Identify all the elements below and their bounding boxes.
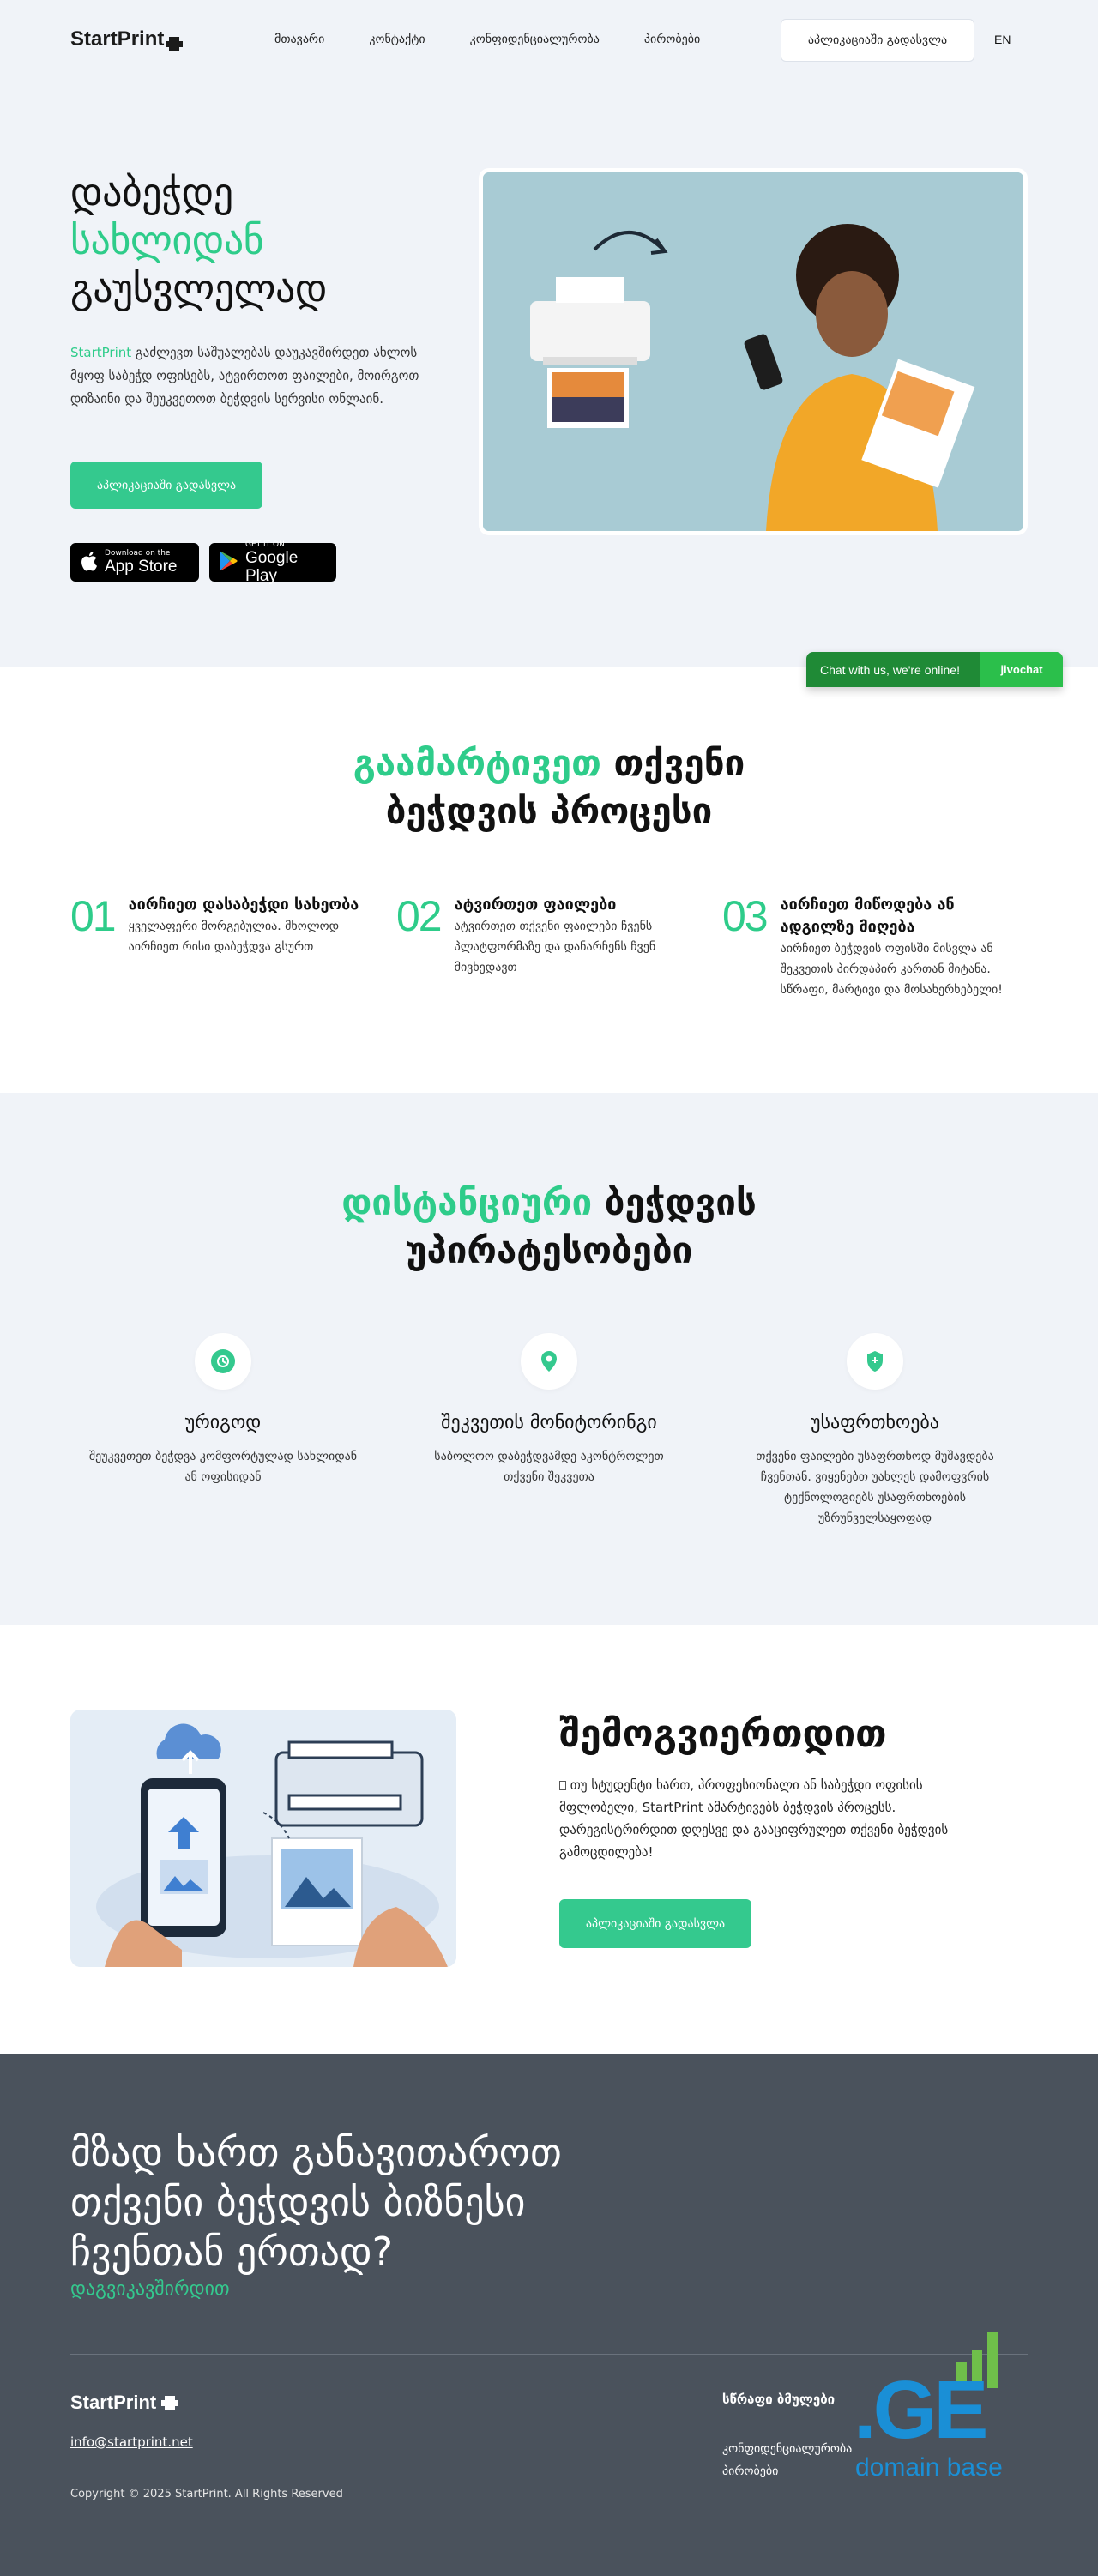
hero-illustration [479,168,1028,535]
apple-icon [81,551,98,575]
join-text-body: თუ სტუდენტი ხართ, პროფესიონალი ან საბეჭდი ოფისის მფლობელი, StartPrint ამარტივებს ბეჭდვის პროცესს. დარეგისტრირდით დღესვე და გააციფრულეთ თქვენი ბეჭდვის გამოცდილება! [559,1777,949,1860]
google-play-small: GET IT ON [245,540,285,549]
step-title: აირჩიეთ დასაბეჭდი სახეობა [128,896,359,914]
feature-title: უსაფრთხოება [811,1412,939,1433]
hero-app-button[interactable]: აპლიკაციაში გადასვლა [70,462,262,509]
domain-base-watermark [854,2328,1034,2482]
advantages-title-accent: დისტანციური [341,1181,593,1223]
step-number: 02 [396,892,441,940]
hero-title-line2: სახლიდან [70,217,264,263]
quick-links [722,2438,852,2482]
logo-text: StartPrint [70,27,165,51]
footer-logo-text: StartPrint [70,2392,157,2413]
footer-logo[interactable] [70,2392,178,2415]
feature-icon-wrap [195,1333,251,1390]
advantages-title-rest: ბეჭდვის [592,1181,757,1223]
join-text [559,1774,971,1863]
google-play-badge[interactable] [209,540,336,585]
site-footer [0,2054,1098,2576]
printer-logo-icon [161,2392,178,2415]
footer-title-line2: თქვენი ბეჭდვის ბიზნესი [70,2179,526,2225]
step-text: ატვირთეთ თქვენი ფაილები ჩვენს პლატფორმაზე და დანარჩენს ჩვენ მივხედავთ [454,920,656,974]
feature-order-tracking [395,1333,703,1487]
footer-copyright: Copyright © 2025 StartPrint. All Rights Reserved [70,2488,343,2501]
process-title-rest: თქვენი [600,742,745,784]
quick-link-privacy[interactable]: კონფიდენციალურობა [722,2442,853,2456]
site-header [70,15,1028,63]
feature-title: ურიგოდ [184,1412,262,1433]
feature-text: საბოლოო დაბეჭდვამდე აკონტროლეთ თქვენი შეკვეთა [434,1450,664,1484]
hero-title [70,168,327,312]
nav-terms[interactable]: პირობები [643,33,701,46]
clock-icon [211,1349,235,1373]
process-step-1 [70,892,379,957]
app-store-badge[interactable] [70,543,199,582]
quick-link-terms[interactable]: პირობები [722,2464,779,2478]
hero-brand: StartPrint [70,345,132,360]
logo[interactable] [70,27,183,51]
watermark-ge: .GE [854,2364,986,2456]
header-app-button[interactable]: აპლიკაციაში გადასვლა [781,19,974,62]
step-title: ატვირთეთ ფაილები [454,896,617,914]
nav-home[interactable]: მთავარი [274,33,325,46]
join-title: შემოგვიერთდით [559,1712,887,1756]
footer-title [70,2127,562,2277]
footer-title-line1: მზად ხართ განავითაროთ [70,2129,562,2175]
advantages-title [0,1179,1098,1275]
printer-logo-icon [166,33,183,46]
feature-text: შეუკვეთეთ ბეჭდვა კომფორტულად სახლიდან ან ოფისიდან [88,1450,358,1484]
process-title [0,739,1098,836]
hero-description [70,341,431,411]
watermark-subtitle: domain base [855,2453,1003,2482]
app-store-small: Download on the [105,549,171,558]
step-title: აირჩიეთ მიწოდება ან ადგილზე მიღება [780,896,955,936]
step-text: აირჩიეთ ბეჭდვის ოფისში მისვლა ან შეკვეთის პირდაპირ კართან მიტანა. სწრაფი, მარტივი და მოსახერხებელი! [780,942,1003,997]
process-title-line2: ბეჭდვის პროცესი [385,790,713,832]
process-step-2 [396,892,705,978]
hero-section [0,0,1098,667]
nav-privacy[interactable]: კონფიდენციალურობა [469,33,600,46]
feature-icon-wrap [847,1333,903,1390]
google-play-icon [220,551,238,575]
hero-title-line3: გაუსვლელად [70,265,328,311]
app-store-label: App Store [105,558,178,576]
chat-widget-brand: jivochat [980,652,1063,687]
footer-title-line3: ჩვენთან ერთად? [70,2229,394,2275]
info-icon [559,1781,566,1790]
location-pin-icon [537,1349,561,1373]
language-switch[interactable]: EN [994,33,1011,46]
chat-widget[interactable] [806,652,1063,687]
footer-contact-link[interactable]: დაგვიკავშირდით [70,2278,230,2300]
join-app-button[interactable]: აპლიკაციაში გადასვლა [559,1899,751,1948]
nav-contact[interactable]: კონტაქტი [369,33,425,46]
google-play-label: Google Play [245,548,299,585]
footer-email-link[interactable]: info@startprint.net [70,2434,193,2450]
feature-security [721,1333,1029,1529]
feature-title: შეკვეთის მონიტორინგი [441,1412,657,1433]
hero-description-text: გაძლევთ საშუალებას დაუკავშირდეთ ახლოს მყოფ საბეჭდ ოფისებს, ატვირთოთ ფაილები, მოირგოთ დიზაინი და შეუკვეთოთ ბეჭდვის სერვისი ონლაინ. [70,345,419,407]
feature-text: თქვენი ფაილები უსაფრთხოდ მუშავდება ჩვენთან. ვიყენებთ უახლეს დამოფვრის ტექნოლოგიებს უსაფრთხოების უზრუნველსაყოფად [756,1450,994,1525]
quick-links-heading: სწრაფი ბმულები [722,2392,836,2407]
feature-icon-wrap [521,1333,577,1390]
step-number: 01 [70,892,115,940]
hero-title-line1: დაბეჭდე [70,169,233,215]
feature-no-queue [69,1333,377,1487]
step-number: 03 [722,892,767,940]
step-text: ყველაფერი მორგებულია. მხოლოდ აირჩიეთ რისი დაბეჭდვა გსურთ [128,920,340,954]
chat-widget-text: Chat with us, we're online! [820,662,960,677]
advantages-title-line2: უპირატესობები [405,1229,693,1271]
process-step-3 [722,892,1031,1000]
shield-icon [863,1349,887,1373]
process-title-accent: გაამარტივეთ [353,742,601,784]
join-illustration [70,1710,456,1967]
main-nav [274,15,745,63]
